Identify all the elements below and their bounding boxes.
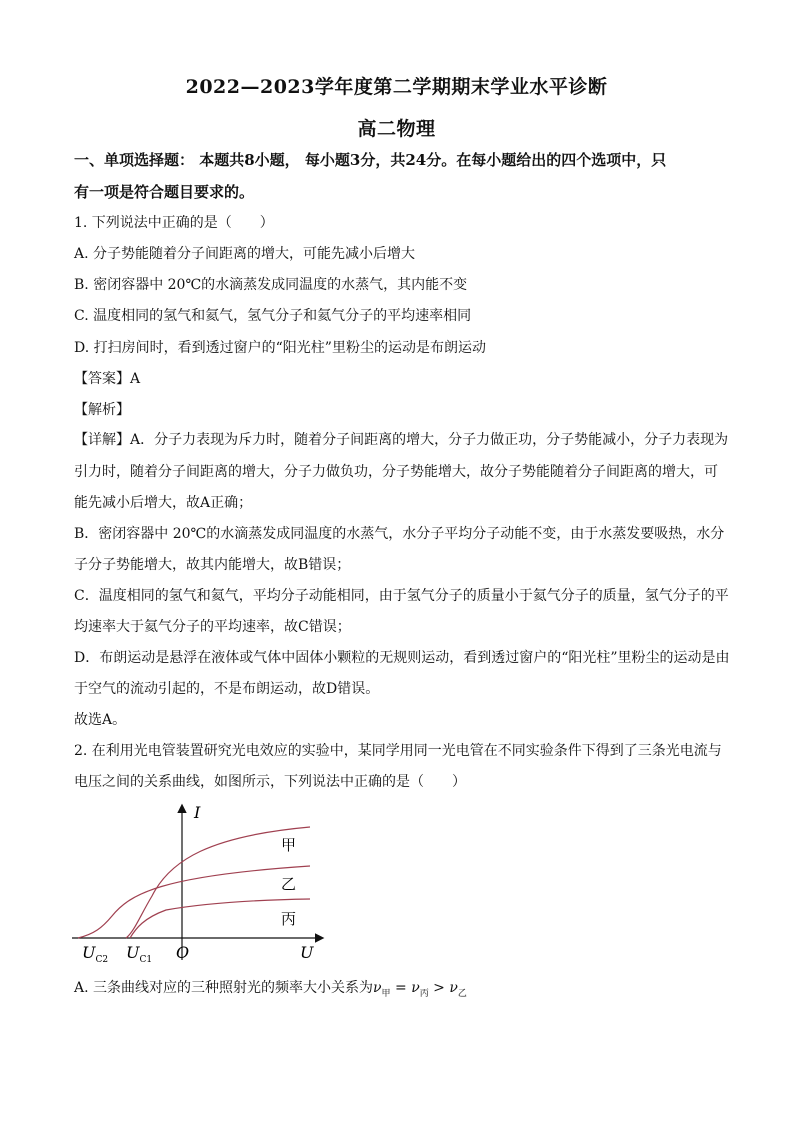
- q1-detail-line: 子分子势能增大，故其内能增大，故B错误；: [74, 557, 351, 573]
- q1-option-c: C. 温度相同的氢气和氦气，氢气分子和氦气分子的平均速率相同: [74, 308, 472, 324]
- nu-symbol: ν: [373, 980, 382, 996]
- q1-option-a: A. 分子势能随着分子间距离的增大，可能先减小后增大: [74, 246, 416, 262]
- q1-option-d: D. 打扫房间时，看到透过窗户的“阳光柱”里粉尘的运动是布朗运动: [74, 340, 486, 356]
- q1-detail-line: 故选A。: [74, 712, 127, 728]
- axis-label-u: U: [300, 943, 314, 962]
- label-uc1: $U_{C1}$: [126, 943, 153, 965]
- q1-detail-line: D．布朗运动是悬浮在液体或气体中固体小颗粒的无规则运动，看到透过窗户的“阳光柱”里粉尘的运动是由: [74, 650, 730, 666]
- nu-symbol: ν: [411, 980, 420, 996]
- q2-option-a-text: A. 三条曲线对应的三种照射光的频率大小关系为: [74, 980, 374, 996]
- section-heading-line1: 一、单项选择题： 本题共8小题， 每小题3分，共24分。在每小题给出的四个选项中，只: [74, 151, 667, 169]
- q1-analysis-tag: 【解析】: [74, 402, 130, 418]
- curve-yi: [78, 866, 310, 938]
- q1-answer: 【答案】A: [74, 371, 141, 387]
- section-heading-line2: 有一项是符合题目要求的。: [74, 183, 255, 201]
- q2-option-a: [74, 978, 734, 1004]
- subscript-bing: 丙: [419, 988, 429, 999]
- equals-sign: =: [395, 980, 407, 996]
- q2-stem-line1: 2. 在利用光电管装置研究光电效应的实验中，某同学用同一光电管在不同实验条件下得到了三条光电流与: [74, 743, 722, 759]
- curve-label-bing: 丙: [281, 910, 297, 928]
- subscript-yi: 乙: [457, 988, 467, 999]
- q1-option-b: B. 密闭容器中 20℃的水滴蒸发成同温度的水蒸气，其内能不变: [74, 277, 468, 293]
- q1-stem: 1. 下列说法中正确的是（ ）: [74, 215, 274, 231]
- label-uc2: $U_{C2}$: [82, 943, 109, 965]
- q1-detail-line: 能先减小后增大，故A正确；: [74, 495, 253, 511]
- q1-detail-line: B．密闭容器中 20℃的水滴蒸发成同温度的水蒸气，水分子平均分子动能不变，由于水蒸发要吸热，水分: [74, 526, 725, 542]
- origin-label: O: [176, 943, 190, 962]
- axis-label-i: I: [194, 803, 201, 822]
- nu-symbol: ν: [449, 980, 458, 996]
- q2-stem-line2: 电压之间的关系曲线，如图所示，下列说法中正确的是（ ）: [74, 774, 466, 790]
- exam-subtitle: 高二物理: [357, 118, 436, 140]
- q1-detail-line: C．温度相同的氢气和氦气，平均分子动能相同，由于氢气分子的质量小于氦气分子的质量，氢气分子的平: [74, 588, 729, 604]
- q1-detail-line: 【详解】A．分子力表现为斥力时，随着分子间距离的增大，分子力做正功，分子势能减小，分子力表现为: [74, 432, 729, 448]
- exam-title: 2022—2023学年度第二学期期末学业水平诊断: [185, 76, 608, 98]
- subscript-jia: 甲: [381, 988, 391, 999]
- photoelectric-iu-figure: [60, 800, 330, 970]
- q1-detail-line: 于空气的流动引起的，不是布朗运动，故D错误。: [74, 681, 380, 697]
- q1-detail-line: 引力时，随着分子间距离的增大，分子力做负功，分子势能增大，故分子势能随着分子间距离的增大，可: [74, 464, 718, 480]
- q1-detail-line: 均速率大于氦气分子的平均速率，故C错误；: [74, 619, 351, 635]
- curve-label-jia: 甲: [281, 836, 297, 854]
- greater-sign: >: [433, 980, 445, 996]
- curve-label-yi: 乙: [281, 875, 297, 893]
